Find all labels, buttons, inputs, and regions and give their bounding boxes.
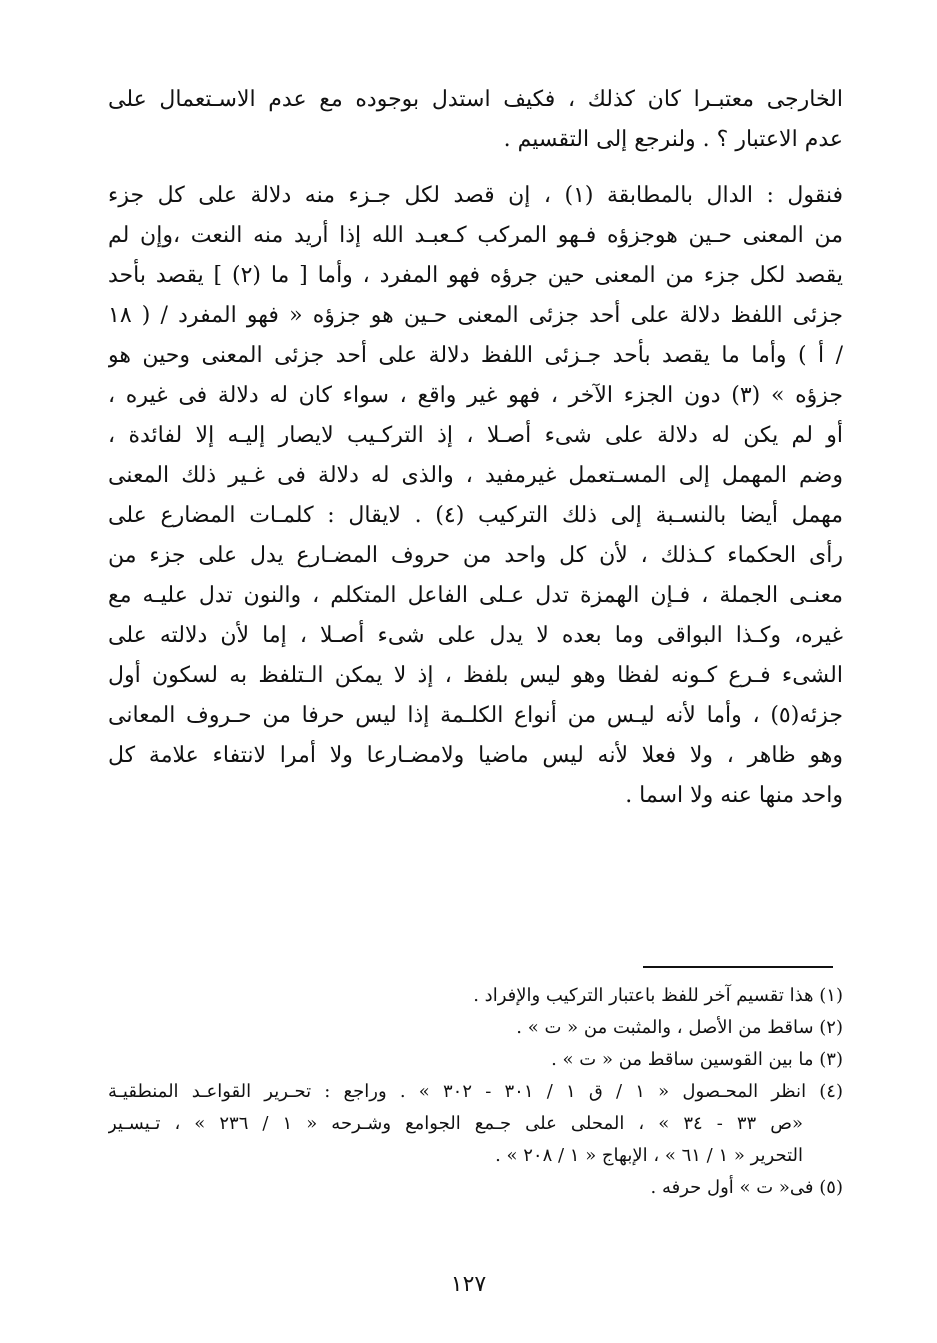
text-line: مهمل أيضا بالنسـبة إلى ذلك التركيب (٤) . لايقال : كلمـات المضارع على (108, 503, 843, 528)
text-line: الشىء فـرع كـونه لفظا وهو ليس بلفظ ، إذ لا يمكن الـتلفظ به لسكون أول (108, 663, 843, 688)
footnotes (108, 980, 843, 1204)
page-number: ١٢٧ (450, 1272, 487, 1297)
text-line: رأى الحكماء كـذلك ، لأن كل واحد من حروف المضـارع يدل على جزء من (108, 543, 843, 568)
text-line: جزؤه » (٣) دون الجزء الآخر ، فهو غير واقع ، سواء كان له دلالة فى غيره ، (108, 383, 843, 408)
text-line: واحد منها عنه ولا اسما . (625, 783, 843, 808)
text-line: عدم الاعتبار ؟ . ولنرجع إلى التقسيم . (503, 127, 843, 152)
text-line: وهو ظاهر ، ولا فعلا لأنه ليس ماضيا ولامضـارعا ولا أمرا لانتفاء علامة كل (108, 743, 843, 768)
text-line: غيره، وكـذا البواقى وما بعده لا يدل على شىء أصـلا ، إما لأن دلالته على (108, 623, 843, 648)
text-line: جزئى اللفظ دلالة على أحد جزئى المعنى حـين هو جزؤه « فهو المفرد / ( ١٨ (108, 303, 843, 328)
text-line: معنـى الجملة ، فـإن الهمزة تدل عـلى الفاعل المتكلم ، والنون تدل عليـه مع (108, 583, 843, 608)
text-line: / أ ) وأما ما يقصد بأحد جـزئى اللفظ دلالة على أحد جزئى المعنى وحين هو (108, 343, 843, 368)
text-line: من المعنى حـين هوجزؤه فـهو المركب كـعبـد الله إذا أريد منه النعت ،وإن لم (108, 223, 843, 248)
main-text (108, 80, 843, 816)
text-line: يقصد لكل جزء من المعنى حين جرؤه فهو المفرد ، وأما [ ما (٢) ] يقصد بأحد (108, 263, 843, 288)
text-line: الخارجى معتبـرا كان كذلك ، فكيف استدل بوجوده مع عدم الاسـتعمال على (108, 87, 843, 112)
text-line: جزئه(٥) ، وأما لأنه ليـس من أنواع الكلـمة إذا ليس حرفا من حـروف المعانى (108, 703, 843, 728)
footnote-continuation: التحرير « ١ / ٦١ » ، الإبهاج « ١ / ٢٠٨ » . (495, 1145, 803, 1166)
footnote: (٥) فى« ت » أول حرفه . (650, 1177, 843, 1198)
footnote: (٤) انظر المحـصول « ١ / ق ١ / ٣٠١ - ٣٠٢ » . وراجع : تحـرير القواعـد المنطقيـة (108, 1081, 843, 1102)
footnote: (١) هذا تقسيم آخر للفظ باعتبار التركيب والإفراد . (473, 985, 843, 1006)
footnote: (٣) ما بين القوسين ساقط من « ت » . (551, 1049, 843, 1070)
footnote: (٢) ساقط من الأصل ، والمثبت من « ت » . (516, 1017, 843, 1038)
footnote-separator (643, 966, 833, 968)
text-line: وضم المهمل إلى المسـتعمل غيرمفيد ، والذى له دلالة فى غـير ذلك المعنى (108, 463, 843, 488)
text-line: أو لم يكن له دلالة على شىء أصـلا ، إذ التركـيب لايصار إليـه إلا لفائدة ، (108, 423, 843, 448)
footnote-continuation: «ص ٣٣ - ٣٤ » ، المحلى على جـمع الجوامع وشـرحه « ١ / ٢٣٦ » ، تـيسـير (108, 1113, 804, 1134)
text-line: فنقول : الدال بالمطابقة (١) ، إن قصد لكل جـزء منه دلالة على كل جزء (108, 183, 843, 208)
paragraph-gap (108, 160, 843, 176)
